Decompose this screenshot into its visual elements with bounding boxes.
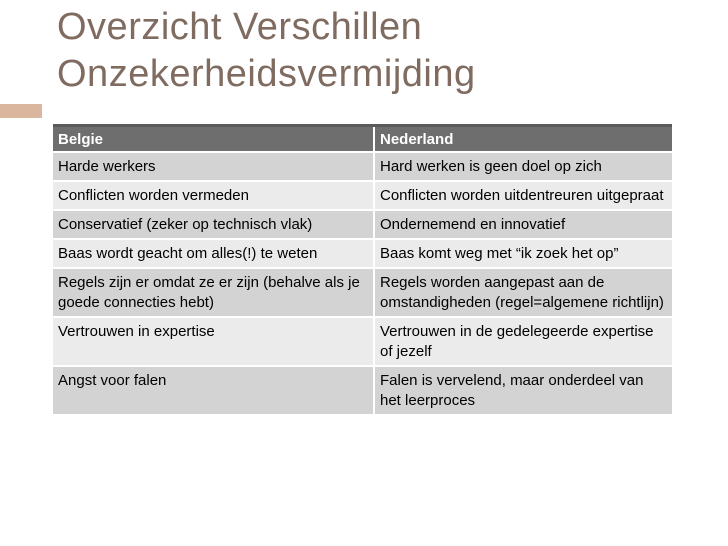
cell-nederland: Baas komt weg met “ik zoek het op”	[374, 239, 672, 268]
table-row	[53, 210, 672, 239]
cell-belgie: Harde werkers	[53, 152, 374, 181]
table-row	[53, 239, 672, 268]
cell-belgie: Regels zijn er omdat ze er zijn (behalve als je goede connecties hebt)	[53, 268, 374, 317]
cell-nederland: Vertrouwen in de gedelegeerde expertise of jezelf	[374, 317, 672, 366]
cell-belgie: Vertrouwen in expertise	[53, 317, 374, 366]
table-row	[53, 152, 672, 181]
table-row	[53, 317, 672, 366]
cell-belgie: Baas wordt geacht om alles(!) te weten	[53, 239, 374, 268]
cell-nederland: Regels worden aangepast aan de omstandigheden (regel=algemene richtlijn)	[374, 268, 672, 317]
header-nederland: Nederland	[374, 126, 672, 153]
title-rule	[42, 104, 514, 118]
slide-title-line-2: Onzekerheidsvermijding	[57, 53, 476, 95]
cell-belgie: Angst voor falen	[53, 366, 374, 414]
cell-nederland: Ondernemend en innovatief	[374, 210, 672, 239]
cell-nederland: Conflicten worden uitdentreuren uitgepraat	[374, 181, 672, 210]
table-header-row	[53, 126, 672, 153]
table-row	[53, 268, 672, 317]
cell-belgie: Conservatief (zeker op technisch vlak)	[53, 210, 374, 239]
accent-bar	[0, 104, 42, 118]
cell-belgie: Conflicten worden vermeden	[53, 181, 374, 210]
comparison-table-container	[53, 124, 672, 414]
comparison-table	[53, 124, 672, 414]
table-row	[53, 366, 672, 414]
slide-title-line-1: Overzicht Verschillen	[57, 6, 423, 48]
table-row	[53, 181, 672, 210]
header-belgie: Belgie	[53, 126, 374, 153]
cell-nederland: Hard werken is geen doel op zich	[374, 152, 672, 181]
cell-nederland: Falen is vervelend, maar onderdeel van het leerproces	[374, 366, 672, 414]
slide-title	[57, 4, 657, 98]
